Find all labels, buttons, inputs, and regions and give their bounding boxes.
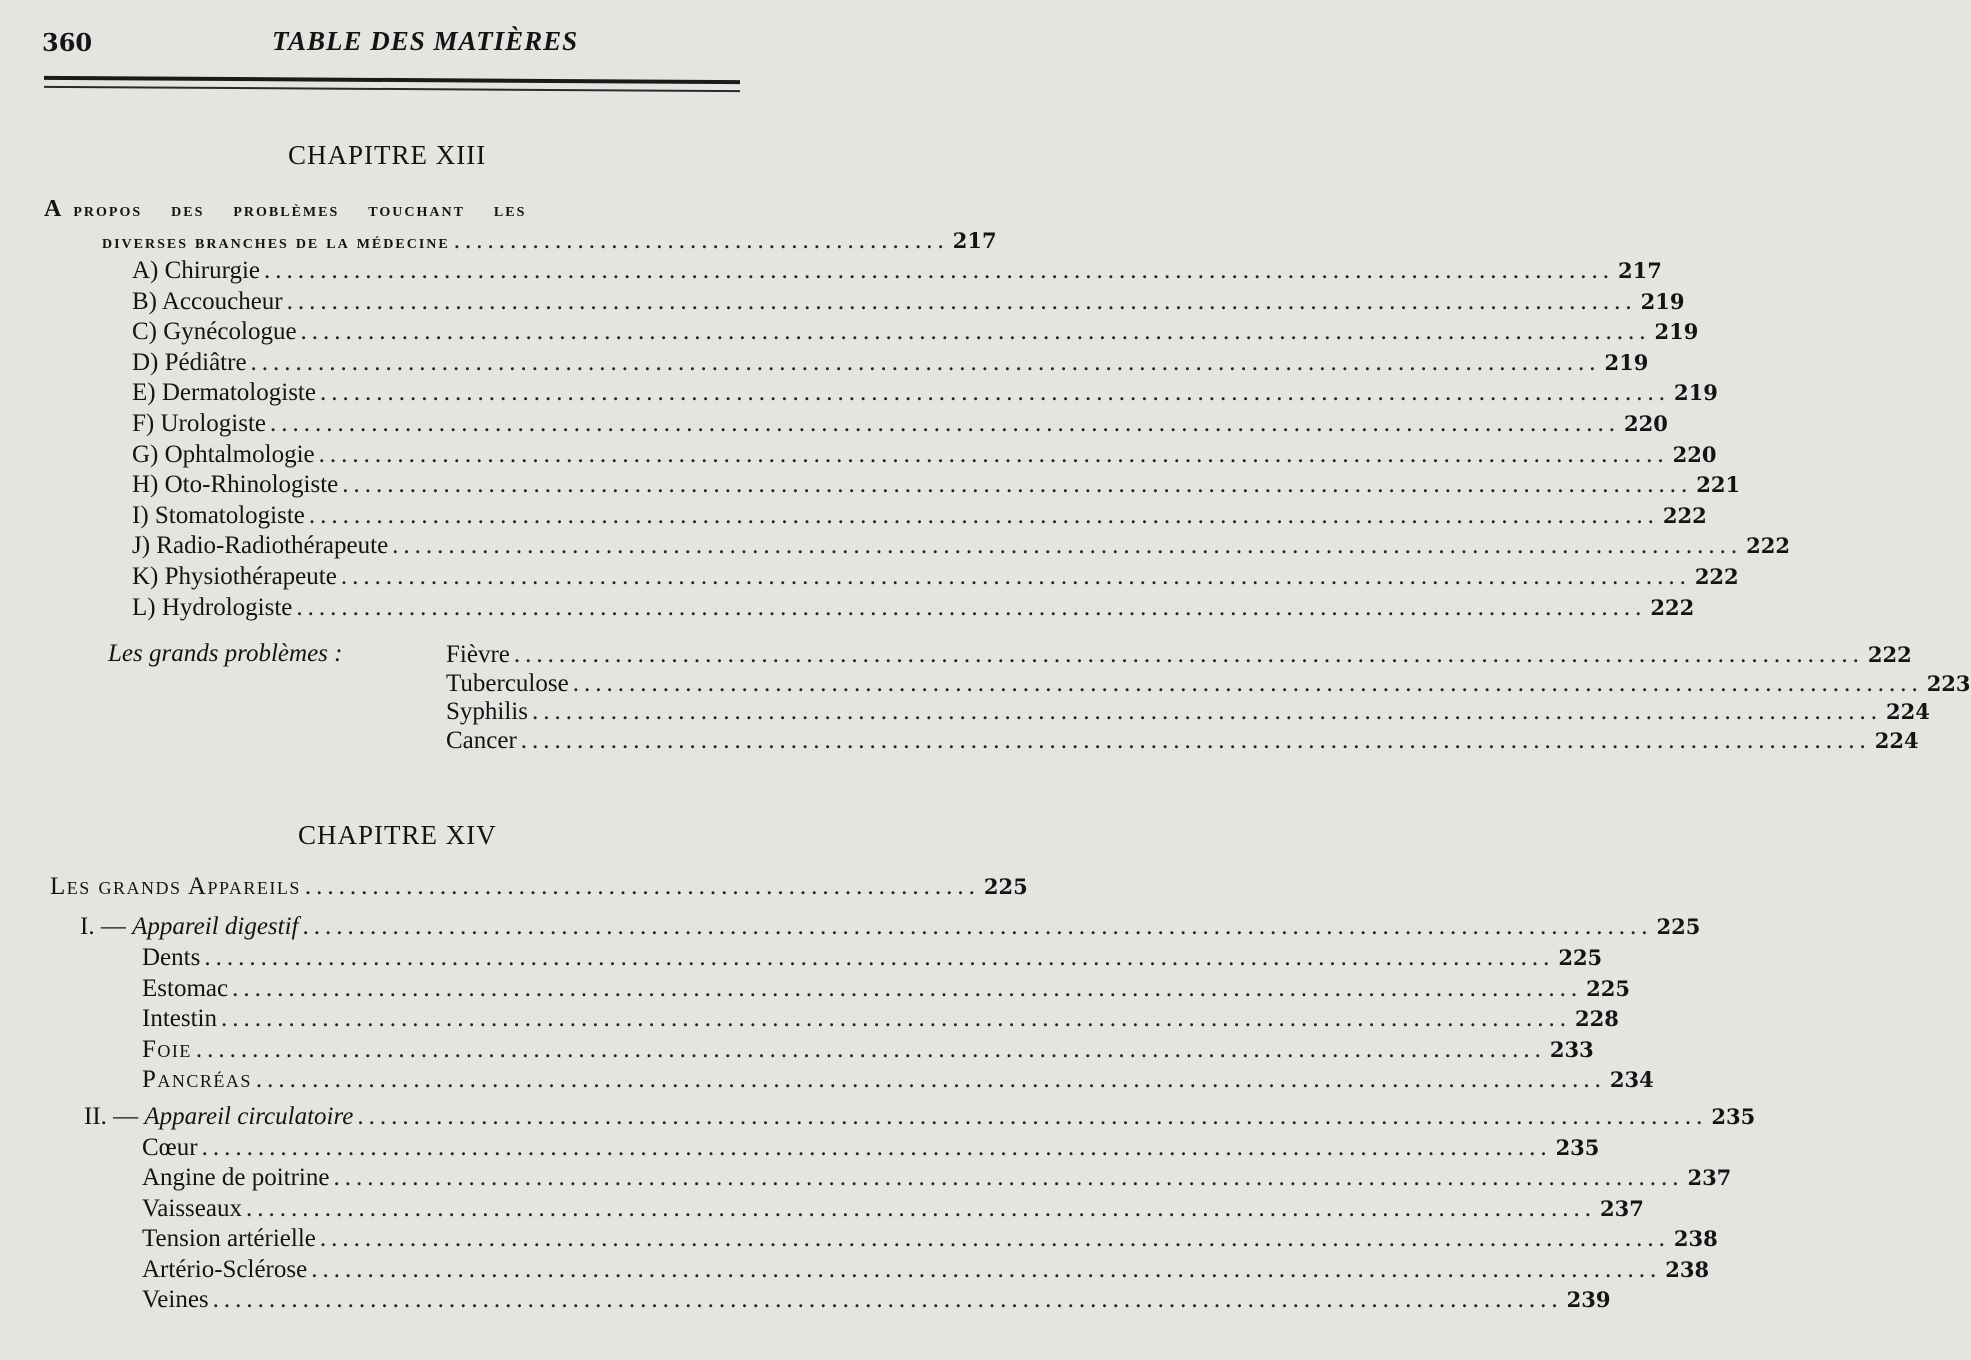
dot-leader: ........................................................................................................................ bbox=[319, 1225, 1670, 1252]
toc-entry-label: Cœur bbox=[142, 1133, 198, 1161]
toc-entry[interactable] bbox=[132, 501, 1707, 531]
dot-leader: ........................................................................................................................ bbox=[318, 440, 1669, 468]
toc-entry-page: 223 bbox=[1926, 670, 1971, 696]
dot-leader: ........................................................................................................................ bbox=[319, 379, 1670, 407]
chapter-13-title: CHAPITRE XIII bbox=[288, 140, 487, 170]
dot-leader: ............................................ bbox=[453, 227, 949, 254]
page-number: 360 bbox=[42, 28, 93, 57]
toc-entry-label: Syphilis bbox=[446, 698, 528, 725]
dot-leader: ........................................................................................................................ bbox=[302, 913, 1653, 940]
toc-entry[interactable] bbox=[446, 669, 1971, 699]
header-rule-thick bbox=[44, 76, 740, 84]
dot-leader: ........................................................................................................................ bbox=[245, 1194, 1596, 1222]
toc-entry-page: 222 bbox=[1662, 502, 1707, 528]
toc-entry-label: Foie bbox=[142, 1035, 192, 1063]
dot-leader: ........................................................................................................................ bbox=[221, 1005, 1571, 1032]
toc-entry-main[interactable] bbox=[50, 872, 1028, 902]
toc-entry-page: 219 bbox=[1654, 319, 1699, 345]
toc-entry-label: L) Hydrologiste bbox=[132, 593, 293, 621]
toc-entry-label: C) Gynécologue bbox=[132, 318, 297, 346]
dot-leader: ........................................................................................................................ bbox=[520, 726, 1871, 754]
toc-entry-label: Intestin bbox=[142, 1005, 217, 1032]
toc-entry-label: A) Chirurgie bbox=[132, 257, 260, 284]
toc-entry[interactable] bbox=[132, 593, 1695, 623]
page-header bbox=[42, 22, 742, 62]
dot-leader: ........................................................................................................................ bbox=[572, 669, 1923, 697]
toc-entry-label: F) Urologiste bbox=[132, 410, 267, 437]
toc-entry-page: 238 bbox=[1665, 1256, 1710, 1282]
toc-entry-page: 220 bbox=[1672, 441, 1717, 467]
toc-entry-page: 222 bbox=[1746, 533, 1791, 559]
toc-entry[interactable] bbox=[132, 378, 1718, 408]
toc-entry-label: Artério-Sclérose bbox=[142, 1255, 308, 1283]
intro-lead-letter: A bbox=[44, 196, 64, 222]
section-title: Appareil circulatoire bbox=[144, 1102, 354, 1130]
toc-entry-page: 234 bbox=[1609, 1067, 1654, 1092]
toc-entry[interactable] bbox=[142, 1224, 1718, 1254]
toc-entry-page: 221 bbox=[1696, 472, 1741, 498]
toc-entry-label: H) Oto-Rhinologiste bbox=[132, 471, 339, 499]
dot-leader: ........................................................................................................................ bbox=[204, 944, 1555, 971]
toc-entry-label: Tuberculose bbox=[446, 669, 569, 697]
dot-leader: ........................................................................................................................ bbox=[513, 641, 1864, 668]
toc-entry-page: 217 bbox=[1618, 258, 1662, 283]
toc-entry-label: Veines bbox=[142, 1286, 209, 1313]
toc-entry[interactable] bbox=[84, 1102, 1756, 1132]
dot-leader: ........................................................................................................................ bbox=[270, 410, 1621, 437]
dot-leader: ........................................................................................................................ bbox=[264, 257, 1614, 284]
toc-entry[interactable] bbox=[142, 1194, 1644, 1224]
toc-entry-page: 222 bbox=[1694, 564, 1739, 589]
dot-leader: ........................................................................................................................ bbox=[392, 532, 1743, 560]
toc-entry-label: Vaisseaux bbox=[142, 1194, 242, 1222]
dot-leader: ........................................................................................................................ bbox=[531, 698, 1882, 725]
grand-problems-label: Les grands problèmes : bbox=[108, 640, 343, 667]
toc-entry[interactable] bbox=[132, 287, 1685, 317]
toc-entry[interactable] bbox=[132, 348, 1649, 378]
dot-leader: ........................................................................................................................ bbox=[255, 1066, 1606, 1093]
toc-entry-page: 220 bbox=[1624, 411, 1668, 436]
toc-entry[interactable] bbox=[446, 640, 1912, 670]
dot-leader: ........................................................................................................................ bbox=[212, 1286, 1563, 1313]
toc-entry[interactable] bbox=[446, 726, 1919, 756]
toc-entry-page: 225 bbox=[1656, 914, 1701, 939]
toc-entry-label bbox=[80, 912, 299, 942]
toc-entry-label: Fièvre bbox=[446, 641, 510, 668]
toc-entry[interactable] bbox=[142, 1133, 1600, 1163]
header-rule-thin bbox=[44, 86, 740, 92]
toc-entry-label: E) Dermatologiste bbox=[132, 379, 316, 407]
toc-entry[interactable] bbox=[132, 256, 1662, 286]
dot-leader: ........................................................................................................................ bbox=[201, 1133, 1552, 1161]
toc-entry-page: 219 bbox=[1604, 349, 1649, 375]
toc-entry-page: 219 bbox=[1673, 380, 1718, 406]
toc-entry[interactable] bbox=[142, 1065, 1654, 1095]
toc-entry-page: 239 bbox=[1566, 1287, 1611, 1312]
running-title: TABLE DES MATIÈRES bbox=[272, 26, 579, 56]
toc-entry-label: Estomac bbox=[142, 974, 229, 1002]
toc-entry-page: 224 bbox=[1885, 699, 1930, 724]
toc-entry-label: G) Ophtalmologie bbox=[132, 440, 315, 468]
toc-entry-page: 233 bbox=[1549, 1036, 1594, 1062]
section-number: II. — bbox=[84, 1102, 145, 1130]
dot-leader: ........................................................................................................................ bbox=[333, 1164, 1684, 1191]
dot-leader: ........................................................................................................................ bbox=[300, 318, 1651, 346]
toc-entry[interactable] bbox=[132, 409, 1668, 439]
toc-entry-page: 238 bbox=[1673, 1226, 1718, 1251]
dot-leader: ........................................................................................................................ bbox=[311, 1255, 1662, 1283]
toc-entry-intro[interactable] bbox=[102, 226, 997, 257]
section-title: Appareil digestif bbox=[132, 913, 299, 940]
dot-leader: ........................................................................................................................ bbox=[232, 974, 1583, 1002]
toc-entry-page: 237 bbox=[1687, 1165, 1732, 1190]
toc-entry-label: B) Accoucheur bbox=[132, 287, 283, 315]
toc-entry-label: K) Physiothérapeute bbox=[132, 563, 337, 590]
toc-entry-page: 217 bbox=[952, 228, 997, 253]
toc-entry[interactable] bbox=[132, 562, 1739, 592]
chapter-14-title: CHAPITRE XIV bbox=[298, 820, 497, 850]
toc-entry-label: J) Radio-Radiothérapeute bbox=[132, 532, 389, 560]
dot-leader: ........................................................................................................................ bbox=[195, 1035, 1546, 1063]
toc-entry[interactable] bbox=[132, 317, 1699, 347]
toc-entry[interactable] bbox=[142, 1004, 1619, 1034]
dot-leader: ........................................................................................................................ bbox=[357, 1102, 1708, 1130]
toc-entry[interactable] bbox=[132, 440, 1717, 470]
toc-entry-label: Pancréas bbox=[142, 1066, 252, 1093]
section-number: I. — bbox=[80, 913, 133, 940]
chapter-13-intro-line1 bbox=[44, 196, 674, 223]
toc-entry-label: Angine de poitrine bbox=[142, 1164, 330, 1191]
toc-entry-page: 222 bbox=[1867, 642, 1912, 667]
toc-entry-label: D) Pédiâtre bbox=[132, 348, 247, 376]
toc-entry-page: 225 bbox=[983, 874, 1028, 899]
toc-entry-label: I) Stomatologiste bbox=[132, 501, 305, 529]
toc-entry-page: 222 bbox=[1650, 594, 1695, 620]
toc-entry-label: Tension artérielle bbox=[142, 1225, 316, 1252]
toc-entry-label: Dents bbox=[142, 944, 201, 971]
dot-leader: ........................................................................................................................ bbox=[296, 593, 1647, 621]
toc-entry-page: 225 bbox=[1558, 945, 1603, 970]
dot-leader: ............................................................ bbox=[304, 873, 980, 900]
toc-entry-page: 225 bbox=[1586, 975, 1630, 1001]
toc-entry-label: Cancer bbox=[446, 726, 517, 754]
toc-entry[interactable] bbox=[446, 697, 1930, 727]
toc-entry[interactable] bbox=[142, 1255, 1710, 1285]
dot-leader: ........................................................................................................................ bbox=[250, 348, 1601, 376]
intro-line1-text: propos des problèmes touchant les bbox=[73, 199, 527, 221]
dot-leader: ........................................................................................................................ bbox=[342, 471, 1693, 499]
toc-entry-label: diverses branches de la médecine bbox=[102, 231, 450, 253]
dot-leader: ........................................................................................................................ bbox=[286, 287, 1637, 315]
toc-entry-page: 237 bbox=[1599, 1195, 1644, 1221]
toc-entry-page: 228 bbox=[1575, 1006, 1619, 1031]
toc-entry[interactable] bbox=[142, 1035, 1594, 1065]
toc-entry[interactable] bbox=[142, 943, 1603, 973]
dot-leader: ........................................................................................................................ bbox=[308, 501, 1659, 529]
toc-entry[interactable] bbox=[132, 470, 1741, 500]
toc-entry[interactable] bbox=[132, 531, 1791, 561]
toc-entry-page: 224 bbox=[1874, 727, 1919, 753]
toc-entry[interactable] bbox=[142, 1285, 1611, 1315]
toc-entry-label bbox=[84, 1102, 353, 1132]
toc-entry-page: 219 bbox=[1640, 288, 1685, 314]
toc-entry-page: 235 bbox=[1555, 1134, 1600, 1160]
toc-entry[interactable] bbox=[142, 1163, 1732, 1193]
toc-entry[interactable] bbox=[80, 912, 1701, 942]
toc-entry[interactable] bbox=[142, 974, 1630, 1004]
toc-entry-page: 235 bbox=[1711, 1103, 1756, 1129]
dot-leader: ........................................................................................................................ bbox=[340, 563, 1691, 590]
toc-entry-label: Les grands Appareils bbox=[50, 873, 301, 900]
